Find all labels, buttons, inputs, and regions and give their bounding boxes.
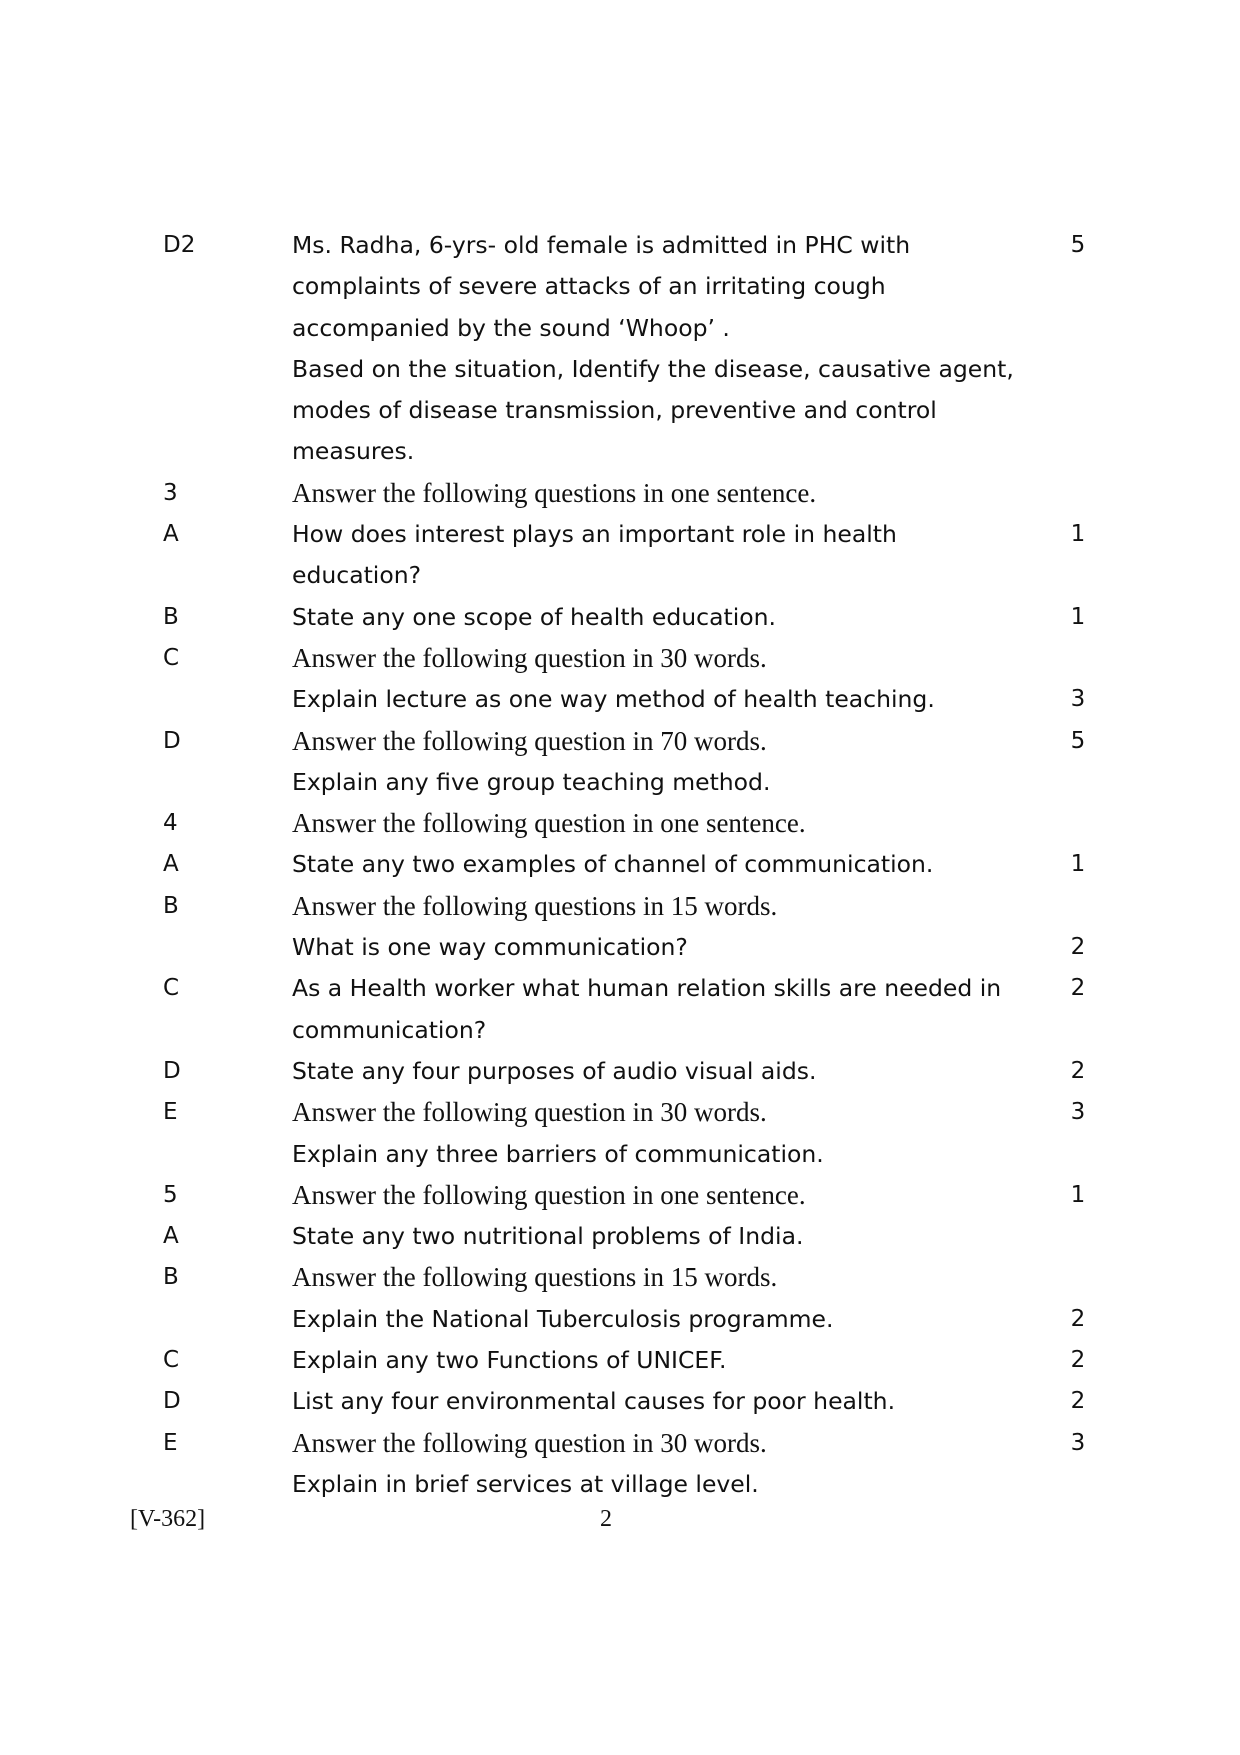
- question-text-line: State any four purposes of audio visual aids.: [292, 1056, 817, 1085]
- question-text-line: State any two nutritional problems of India.: [292, 1222, 804, 1251]
- question-text: [292, 927, 1032, 968]
- question-marks: 2: [1070, 934, 1086, 961]
- question-text-line: Explain any two Functions of UNICEF.: [292, 1346, 727, 1375]
- question-text-line: As a Health worker what human relation skills are needed in: [292, 974, 1002, 1003]
- question-row: [163, 1092, 1093, 1133]
- question-number: 3: [163, 479, 178, 506]
- question-number: C: [163, 1347, 180, 1374]
- question-number: D: [163, 1057, 181, 1084]
- question-number: B: [163, 1264, 179, 1291]
- question-marks: 1: [1070, 851, 1086, 878]
- question-number: B: [163, 603, 179, 630]
- question-text-line: List any four environmental causes for poor health.: [292, 1387, 896, 1416]
- question-row: [163, 1381, 1093, 1422]
- question-text: [292, 1423, 1032, 1464]
- question-text: [292, 886, 1032, 927]
- question-number: A: [163, 1223, 179, 1250]
- question-text-line: Answer the following question in one sentence.: [292, 1179, 806, 1210]
- question-row: [163, 473, 1093, 514]
- question-text-line: Based on the situation, Identify the disease, causative agent,: [292, 354, 1014, 383]
- question-row: [163, 597, 1093, 638]
- question-marks: 3: [1070, 1099, 1086, 1126]
- question-row: [163, 514, 1093, 597]
- question-number: 4: [163, 810, 178, 837]
- question-row: [163, 1175, 1093, 1216]
- question-text-line: What is one way communication?: [292, 933, 688, 962]
- question-row: [163, 1464, 1093, 1505]
- question-row: [163, 762, 1093, 803]
- question-marks: 1: [1070, 603, 1086, 630]
- question-text: [292, 225, 1032, 349]
- question-marks: 2: [1070, 1305, 1086, 1332]
- question-text-line: Explain any three barriers of communication.: [292, 1139, 824, 1168]
- question-row: [163, 803, 1093, 844]
- question-text: [292, 1092, 1032, 1133]
- question-text: [292, 514, 1032, 597]
- question-text-line: State any one scope of health education.: [292, 602, 776, 631]
- question-text: [292, 803, 1032, 844]
- question-text: [292, 1464, 1032, 1505]
- question-marks: 2: [1070, 1057, 1086, 1084]
- question-row: [163, 349, 1093, 473]
- question-row: [163, 1257, 1093, 1298]
- question-text-line: Answer the following questions in one sentence.: [292, 477, 817, 508]
- question-text-line: measures.: [292, 437, 415, 466]
- question-row: [163, 886, 1093, 927]
- question-text: [292, 1175, 1032, 1216]
- question-text-line: communication?: [292, 1015, 487, 1044]
- question-text: [292, 1340, 1032, 1381]
- question-text-line: complaints of severe attacks of an irritating cough: [292, 272, 886, 301]
- question-text: [292, 968, 1032, 1051]
- question-number: C: [163, 975, 180, 1002]
- paper-code: [V-362]: [130, 1506, 206, 1532]
- question-number: C: [163, 644, 180, 671]
- question-text-line: accompanied by the sound ‘Whoop’ .: [292, 313, 730, 342]
- question-marks: 2: [1070, 975, 1086, 1002]
- question-row: [163, 1216, 1093, 1257]
- question-text: [292, 762, 1032, 803]
- question-number: A: [163, 521, 179, 548]
- question-row: [163, 1423, 1093, 1464]
- question-text: [292, 473, 1032, 514]
- question-row: [163, 968, 1093, 1051]
- question-row: [163, 927, 1093, 968]
- question-text-line: State any two examples of channel of communication.: [292, 850, 934, 879]
- question-text: [292, 638, 1032, 679]
- question-marks: 1: [1070, 521, 1086, 548]
- page-number: 2: [600, 1506, 612, 1532]
- question-text-line: education?: [292, 561, 422, 590]
- question-marks: 1: [1070, 1181, 1086, 1208]
- question-text: [292, 1216, 1032, 1257]
- question-marks: 5: [1070, 727, 1086, 754]
- question-row: [163, 1134, 1093, 1175]
- question-row: [163, 679, 1093, 720]
- question-text: [292, 679, 1032, 720]
- question-row: [163, 225, 1093, 349]
- question-text: [292, 1381, 1032, 1422]
- question-table: [163, 225, 1093, 1505]
- question-row: [163, 844, 1093, 885]
- question-row: [163, 1051, 1093, 1092]
- question-text-line: Ms. Radha, 6-yrs- old female is admitted in PHC with: [292, 231, 911, 259]
- question-number: 5: [163, 1181, 178, 1208]
- question-text-line: Explain any five group teaching method.: [292, 767, 771, 796]
- question-number: B: [163, 892, 179, 919]
- question-row: [163, 1340, 1093, 1381]
- question-text-line: Answer the following questions in 15 words.: [292, 890, 778, 921]
- question-text: [292, 1051, 1032, 1092]
- question-text-line: Answer the following question in 70 words.: [292, 725, 767, 756]
- question-number: D2: [163, 232, 196, 258]
- question-marks: 3: [1070, 686, 1086, 713]
- question-text-line: Explain in brief services at village level.: [292, 1469, 759, 1498]
- question-text-line: Answer the following question in 30 words.: [292, 642, 767, 673]
- question-number: A: [163, 851, 179, 878]
- question-number: E: [163, 1429, 178, 1456]
- question-text: [292, 1134, 1032, 1175]
- question-text-line: Answer the following question in 30 words.: [292, 1097, 767, 1128]
- question-text: [292, 844, 1032, 885]
- question-text-line: Explain lecture as one way method of health teaching.: [292, 685, 935, 714]
- question-text-line: Answer the following question in 30 words.: [292, 1427, 767, 1458]
- question-text-line: Answer the following question in one sentence.: [292, 808, 806, 839]
- question-text: [292, 349, 1032, 473]
- question-row: [163, 1299, 1093, 1340]
- question-text-line: Explain the National Tuberculosis programme.: [292, 1304, 834, 1333]
- question-number: E: [163, 1099, 178, 1126]
- question-marks: 2: [1070, 1388, 1086, 1415]
- question-row: [163, 638, 1093, 679]
- question-text: [292, 1257, 1032, 1298]
- question-marks: 3: [1070, 1429, 1086, 1456]
- question-text-line: modes of disease transmission, preventive and control: [292, 396, 937, 425]
- question-number: D: [163, 727, 181, 754]
- question-marks: 2: [1070, 1347, 1086, 1374]
- question-number: D: [163, 1388, 181, 1415]
- question-text-line: Answer the following questions in 15 words.: [292, 1262, 778, 1293]
- question-text: [292, 597, 1032, 638]
- question-text: [292, 1299, 1032, 1340]
- question-text-line: How does interest plays an important role in health: [292, 520, 897, 549]
- question-marks: 5: [1070, 232, 1086, 258]
- question-text: [292, 721, 1032, 762]
- question-row: [163, 721, 1093, 762]
